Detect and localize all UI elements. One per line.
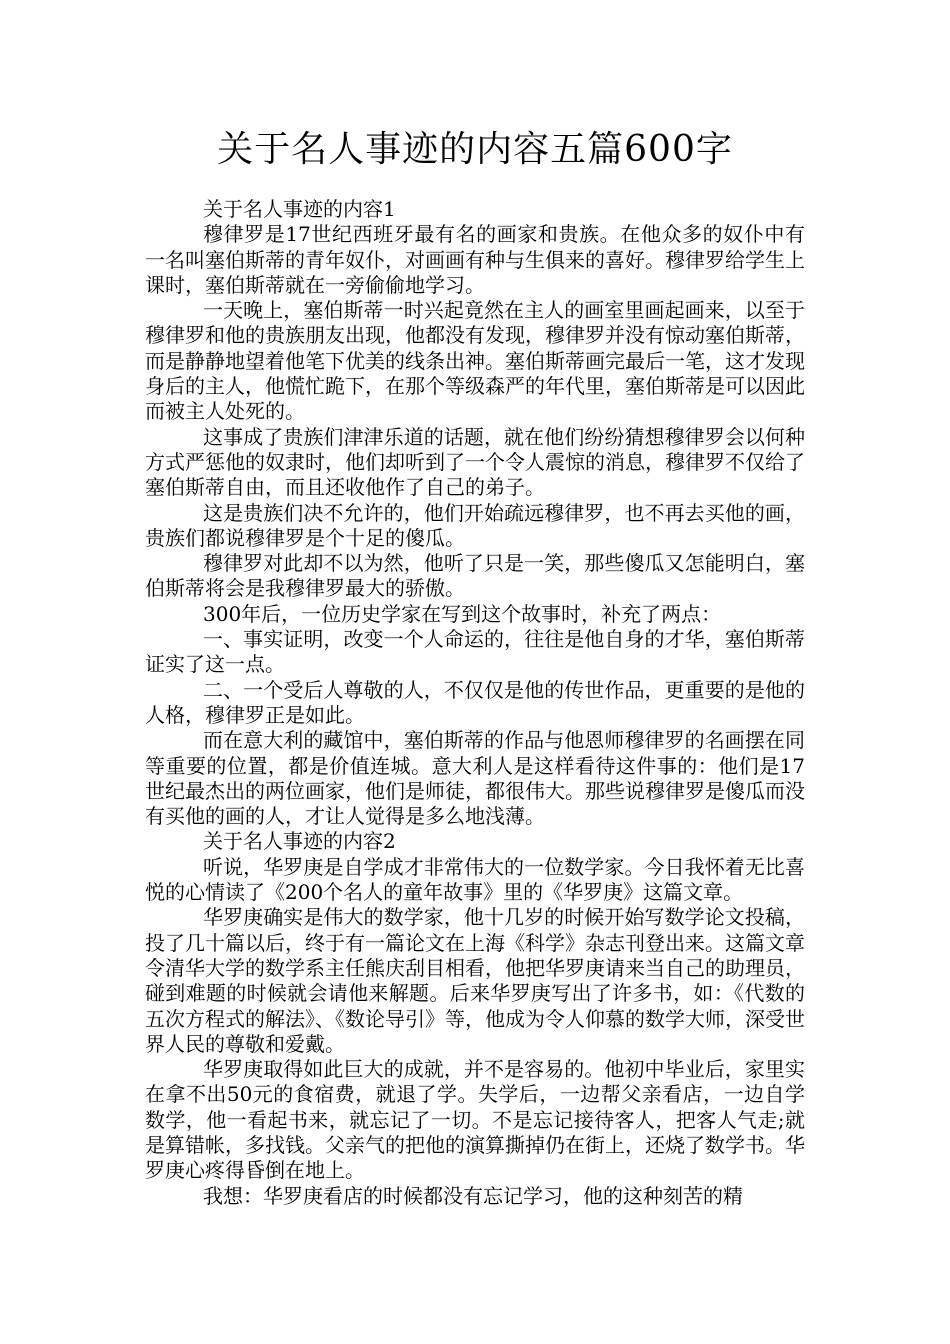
paragraph: 华罗庚取得如此巨大的成就，并不是容易的。他初中毕业后，家里实在拿不出50元的食宿费，就退了学。失学后，一边帮父亲看店，一边自学数学，他一看起书来，就忘记了一切。不是忘记接待客人，把客人气走;就是算错帐，多找钱。父亲气的把他的演算撕掉仍在街上，还烧了数学书。华罗庚心疼得昏倒在地上。 — [145, 1057, 805, 1183]
paragraph: 二、一个受后人尊敬的人，不仅仅是他的传世作品，更重要的是他的人格，穆律罗正是如此。 — [145, 677, 805, 727]
paragraph: 一天晚上，塞伯斯蒂一时兴起竟然在主人的画室里画起画来，以至于穆律罗和他的贵族朋友出现，他都没有发现，穆律罗并没有惊动塞伯斯蒂，而是静静地望着他笔下优美的线条出神。塞伯斯蒂画完最后一笔，这才发现身后的主人，他慌忙跪下，在那个等级森严的年代里，塞伯斯蒂是可以因此而被主人处死的。 — [145, 298, 805, 424]
paragraph: 一、事实证明，改变一个人命运的，往往是他自身的才华，塞伯斯蒂证实了这一点。 — [145, 627, 805, 677]
paragraph: 穆律罗对此却不以为然，他听了只是一笑，那些傻瓜又怎能明白，塞伯斯蒂将会是我穆律罗最大的骄傲。 — [145, 551, 805, 601]
document-title: 关于名人事迹的内容五篇600字 — [217, 129, 733, 170]
paragraph: 穆律罗是17世纪西班牙最有名的画家和贵族。在他众多的奴仆中有一名叫塞伯斯蒂的青年奴仆，对画画有种与生俱来的喜好。穆律罗给学生上课时，塞伯斯蒂就在一旁偷偷地学习。 — [145, 222, 805, 297]
paragraph: 而在意大利的藏馆中，塞伯斯蒂的作品与他恩师穆律罗的名画摆在同等重要的位置，都是价值连城。意大利人是这样看待这件事的：他们是17世纪最杰出的两位画家，他们是师徒，都很伟大。那些说穆律罗是傻瓜而没有买他的画的人，才让人觉得是多么地浅薄。 — [145, 728, 805, 829]
paragraph: 这事成了贵族们津津乐道的话题，就在他们纷纷猜想穆律罗会以何种方式严惩他的奴隶时，他们却听到了一个令人震惊的消息，穆律罗不仅给了塞伯斯蒂自由，而且还收他作了自己的弟子。 — [145, 424, 805, 500]
paragraph: 300年后，一位历史学家在写到这个故事时，补充了两点： — [203, 601, 722, 626]
paragraph: 这是贵族们决不允许的，他们开始疏远穆律罗，也不再去买他的画，贵族们都说穆律罗是个十足的傻瓜。 — [145, 500, 805, 550]
paragraph: 我想：华罗庚看店的时候都没有忘记学习，他的这种刻苦的精 — [203, 1183, 743, 1208]
paragraph: 听说，华罗庚是自学成才非常伟大的一位数学家。今日我怀着无比喜悦的心情读了《200个名人的童年故事》里的《华罗庚》这篇文章。 — [145, 854, 805, 905]
section-heading-1: 关于名人事迹的内容1 — [203, 197, 396, 221]
document-body — [145, 197, 805, 1209]
paragraph: 华罗庚确实是伟大的数学家，他十几岁的时候开始写数学论文投稿，投了几十篇以后，终于有一篇论文在上海《科学》杂志刊登出来。这篇文章令清华大学的数学系主任熊庆刮目相看，他把华罗庚请来当自己的助理员，碰到难题的时候就会请他来解题。后来华罗庚写出了许多书，如：《代数的五次方程式的解法》、《数论导引》等，他成为令人仰慕的数学大师，深受世界人民的尊敬和爱戴。 — [145, 905, 805, 1056]
section-heading-2: 关于名人事迹的内容2 — [203, 829, 396, 854]
